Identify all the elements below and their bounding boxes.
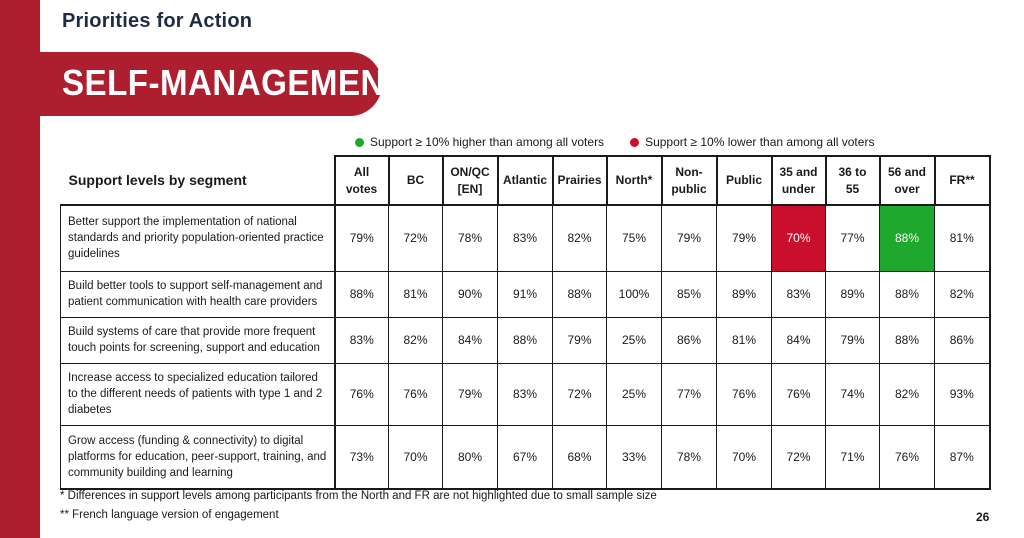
column-header [826,156,880,205]
column-header-line: North* [615,173,653,187]
column-header [389,156,443,205]
column-header-line: votes [345,181,378,196]
segment-header: Support levels by segment [61,156,335,205]
row-label: Increase access to specialized education tailored to the different needs of patients with type 1 and 2 diabetes [61,363,335,425]
column-header [335,156,389,205]
value-cell: 77% [662,363,717,425]
legend-lower-label: Support ≥ 10% lower than among all voters [645,135,875,149]
value-cell: 81% [717,317,772,363]
value-cell: 90% [443,271,498,317]
value-cell: 79% [335,205,389,271]
value-cell: 70% [772,205,826,271]
table-row [61,205,990,271]
value-cell: 83% [498,363,553,425]
value-cell: 82% [553,205,607,271]
table-row [61,317,990,363]
table-body [61,205,990,489]
legend-higher-label: Support ≥ 10% higher than among all voters [370,135,605,149]
value-cell: 79% [443,363,498,425]
legend-lower [630,135,874,149]
value-cell: 82% [389,317,443,363]
value-cell: 72% [389,205,443,271]
value-cell: 79% [662,205,717,271]
value-cell: 72% [772,425,826,489]
value-cell: 79% [826,317,880,363]
value-cell: 76% [717,363,772,425]
column-header-line: Atlantic [502,173,547,187]
column-header [717,156,772,205]
value-cell: 74% [826,363,880,425]
footnote-1: * Differences in support levels among participants from the North and FR are not highlighted due to small sample size [60,490,657,502]
footnote-2: ** French language version of engagement [60,509,279,521]
value-cell: 93% [935,363,990,425]
column-header-line: 36 to [838,164,867,179]
value-cell: 72% [553,363,607,425]
value-cell: 25% [607,363,662,425]
column-header-line: FR** [949,173,975,187]
column-header-line: ON/QC [450,164,490,179]
header-row [61,156,990,205]
value-cell: 76% [772,363,826,425]
legend [355,135,874,149]
column-header [880,156,935,205]
value-cell: 88% [880,271,935,317]
value-cell: 88% [498,317,553,363]
column-header-line: BC [406,173,425,187]
column-header [553,156,607,205]
value-cell: 76% [880,425,935,489]
value-cell: 100% [607,271,662,317]
table-row [61,425,990,489]
row-label: Build systems of care that provide more frequent touch points for screening, support and education [61,317,335,363]
value-cell: 91% [498,271,553,317]
column-header-line: [EN] [457,181,483,196]
value-cell: 84% [443,317,498,363]
value-cell: 68% [553,425,607,489]
value-cell: 81% [935,205,990,271]
value-cell: 78% [662,425,717,489]
value-cell: 84% [772,317,826,363]
column-header-line: Prairies [557,173,602,187]
red-dot-icon [630,138,639,147]
value-cell: 89% [717,271,772,317]
value-cell: 67% [498,425,553,489]
column-header-line: under [781,181,816,196]
value-cell: 83% [498,205,553,271]
value-cell: 76% [389,363,443,425]
value-cell: 82% [935,271,990,317]
value-cell: 79% [717,205,772,271]
column-header-line: over [894,181,920,196]
value-cell: 86% [662,317,717,363]
table-row [61,271,990,317]
value-cell: 88% [880,317,935,363]
column-header [772,156,826,205]
value-cell: 78% [443,205,498,271]
column-header [443,156,498,205]
column-header-line: All [353,164,370,179]
table-row [61,363,990,425]
column-header-line: public [671,181,707,196]
row-label: Grow access (funding & connectivity) to digital platforms for education, peer-support, training, and community building and learning [61,425,335,489]
value-cell: 87% [935,425,990,489]
column-header-line: 35 and [779,164,818,179]
value-cell: 82% [880,363,935,425]
value-cell: 70% [717,425,772,489]
value-cell: 75% [607,205,662,271]
row-label: Better support the implementation of national standards and priority population-oriented practice guidelines [61,205,335,271]
support-table [60,155,991,490]
column-header [662,156,717,205]
value-cell: 79% [553,317,607,363]
row-label: Build better tools to support self-management and patient communication with health care providers [61,271,335,317]
green-dot-icon [355,138,364,147]
value-cell: 76% [335,363,389,425]
page-title: Priorities for Action [62,10,253,32]
column-header-line: Public [725,173,762,187]
value-cell: 73% [335,425,389,489]
column-header [498,156,553,205]
value-cell: 88% [553,271,607,317]
column-header [935,156,990,205]
column-header-line: 55 [845,181,860,196]
value-cell: 85% [662,271,717,317]
column-header [607,156,662,205]
value-cell: 81% [389,271,443,317]
value-cell: 88% [880,205,935,271]
value-cell: 86% [935,317,990,363]
value-cell: 89% [826,271,880,317]
section-title: SELF-MANAGEMENT [62,62,406,103]
value-cell: 88% [335,271,389,317]
column-header-line: Non- [675,164,703,179]
legend-higher [355,135,604,149]
value-cell: 25% [607,317,662,363]
value-cell: 83% [335,317,389,363]
column-header-line: 56 and [887,164,926,179]
value-cell: 70% [389,425,443,489]
value-cell: 77% [826,205,880,271]
page-number: 26 [976,510,990,524]
value-cell: 80% [443,425,498,489]
value-cell: 71% [826,425,880,489]
value-cell: 33% [607,425,662,489]
value-cell: 83% [772,271,826,317]
